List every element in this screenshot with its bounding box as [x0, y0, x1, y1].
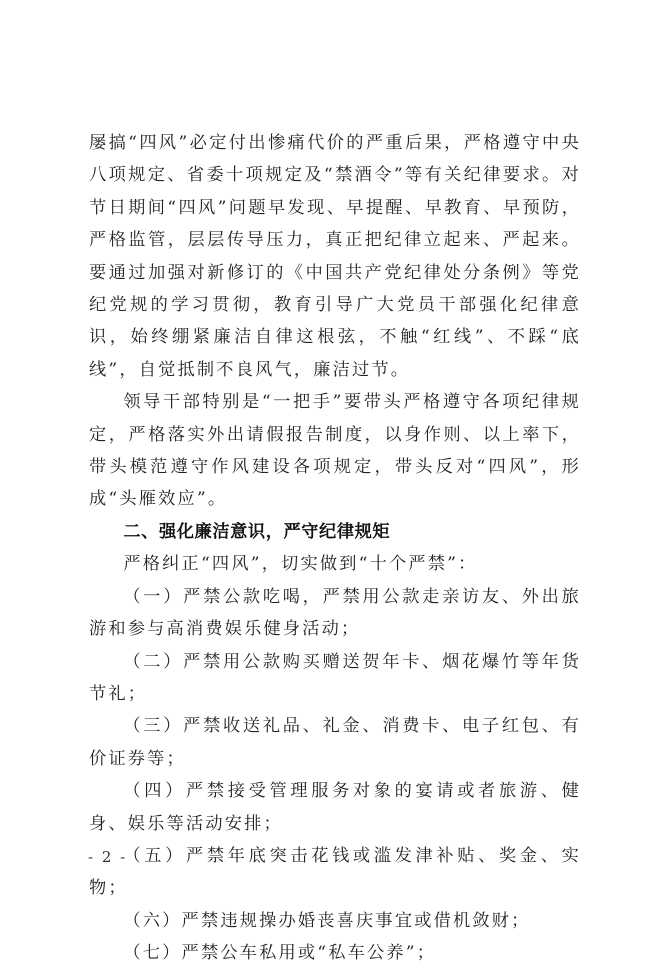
prohibition-item-5: （五）严禁年底突击花钱或滥发津补贴、奖金、实物；: [89, 845, 581, 899]
paragraph-leaders: 领导干部特别是“一把手”要带头严格遵守各项纪律规定，严格落实外出请假报告制度，以身作则、以上率下，带头模范遵守作风建设各项规定，带头反对“四风”，形成“头雁效应”。: [89, 392, 581, 510]
prohibition-item-3: （三）严禁收送礼品、礼金、消费卡、电子红包、有价证券等；: [89, 716, 581, 769]
prohibition-item-4: （四）严禁接受管理服务对象的宴请或者旅游、健身、娱乐等活动安排；: [89, 781, 581, 834]
section-heading: 二、强化廉洁意识，严守纪律规矩: [123, 521, 391, 542]
prohibition-item-7: （七）严禁公车私用或“私车公养”；: [123, 943, 437, 964]
prohibition-item-1: （一）严禁公款吃喝，严禁用公款走亲访友、外出旅游和参与高消费娱乐健身活动；: [89, 586, 581, 640]
page-number: - 2 -: [88, 848, 128, 866]
paragraph-intro-prohibitions: 严格纠正“四风”，切实做到“十个严禁”：: [123, 554, 478, 575]
prohibition-item-2: （二）严禁用公款购买赠送贺年卡、烟花爆竹等年货节礼；: [89, 651, 581, 704]
prohibition-item-6: （六）严禁违规操办婚丧喜庆事宜或借机敛财；: [123, 910, 531, 931]
paragraph-continuation: 屡搞“四风”必定付出惨痛代价的严重后果，严格遵守中央八项规定、省委十项规定及“禁酒令”等有关纪律要求。对节日期间“四风”问题早发现、早提醒、早教育、早预防，严格监管，层层传导压力，真正把纪律立起来、严起来。要通过加强对新修订的《中国共产党纪律处分条例》等党纪党规的学习贯彻，教育引导广大党员干部强化纪律意识，始终绷紧廉洁自律这根弦，不触“红线”、不踩“底线”，自觉抵制不良风气，廉洁过节。: [89, 133, 581, 380]
document-body: [89, 127, 581, 970]
